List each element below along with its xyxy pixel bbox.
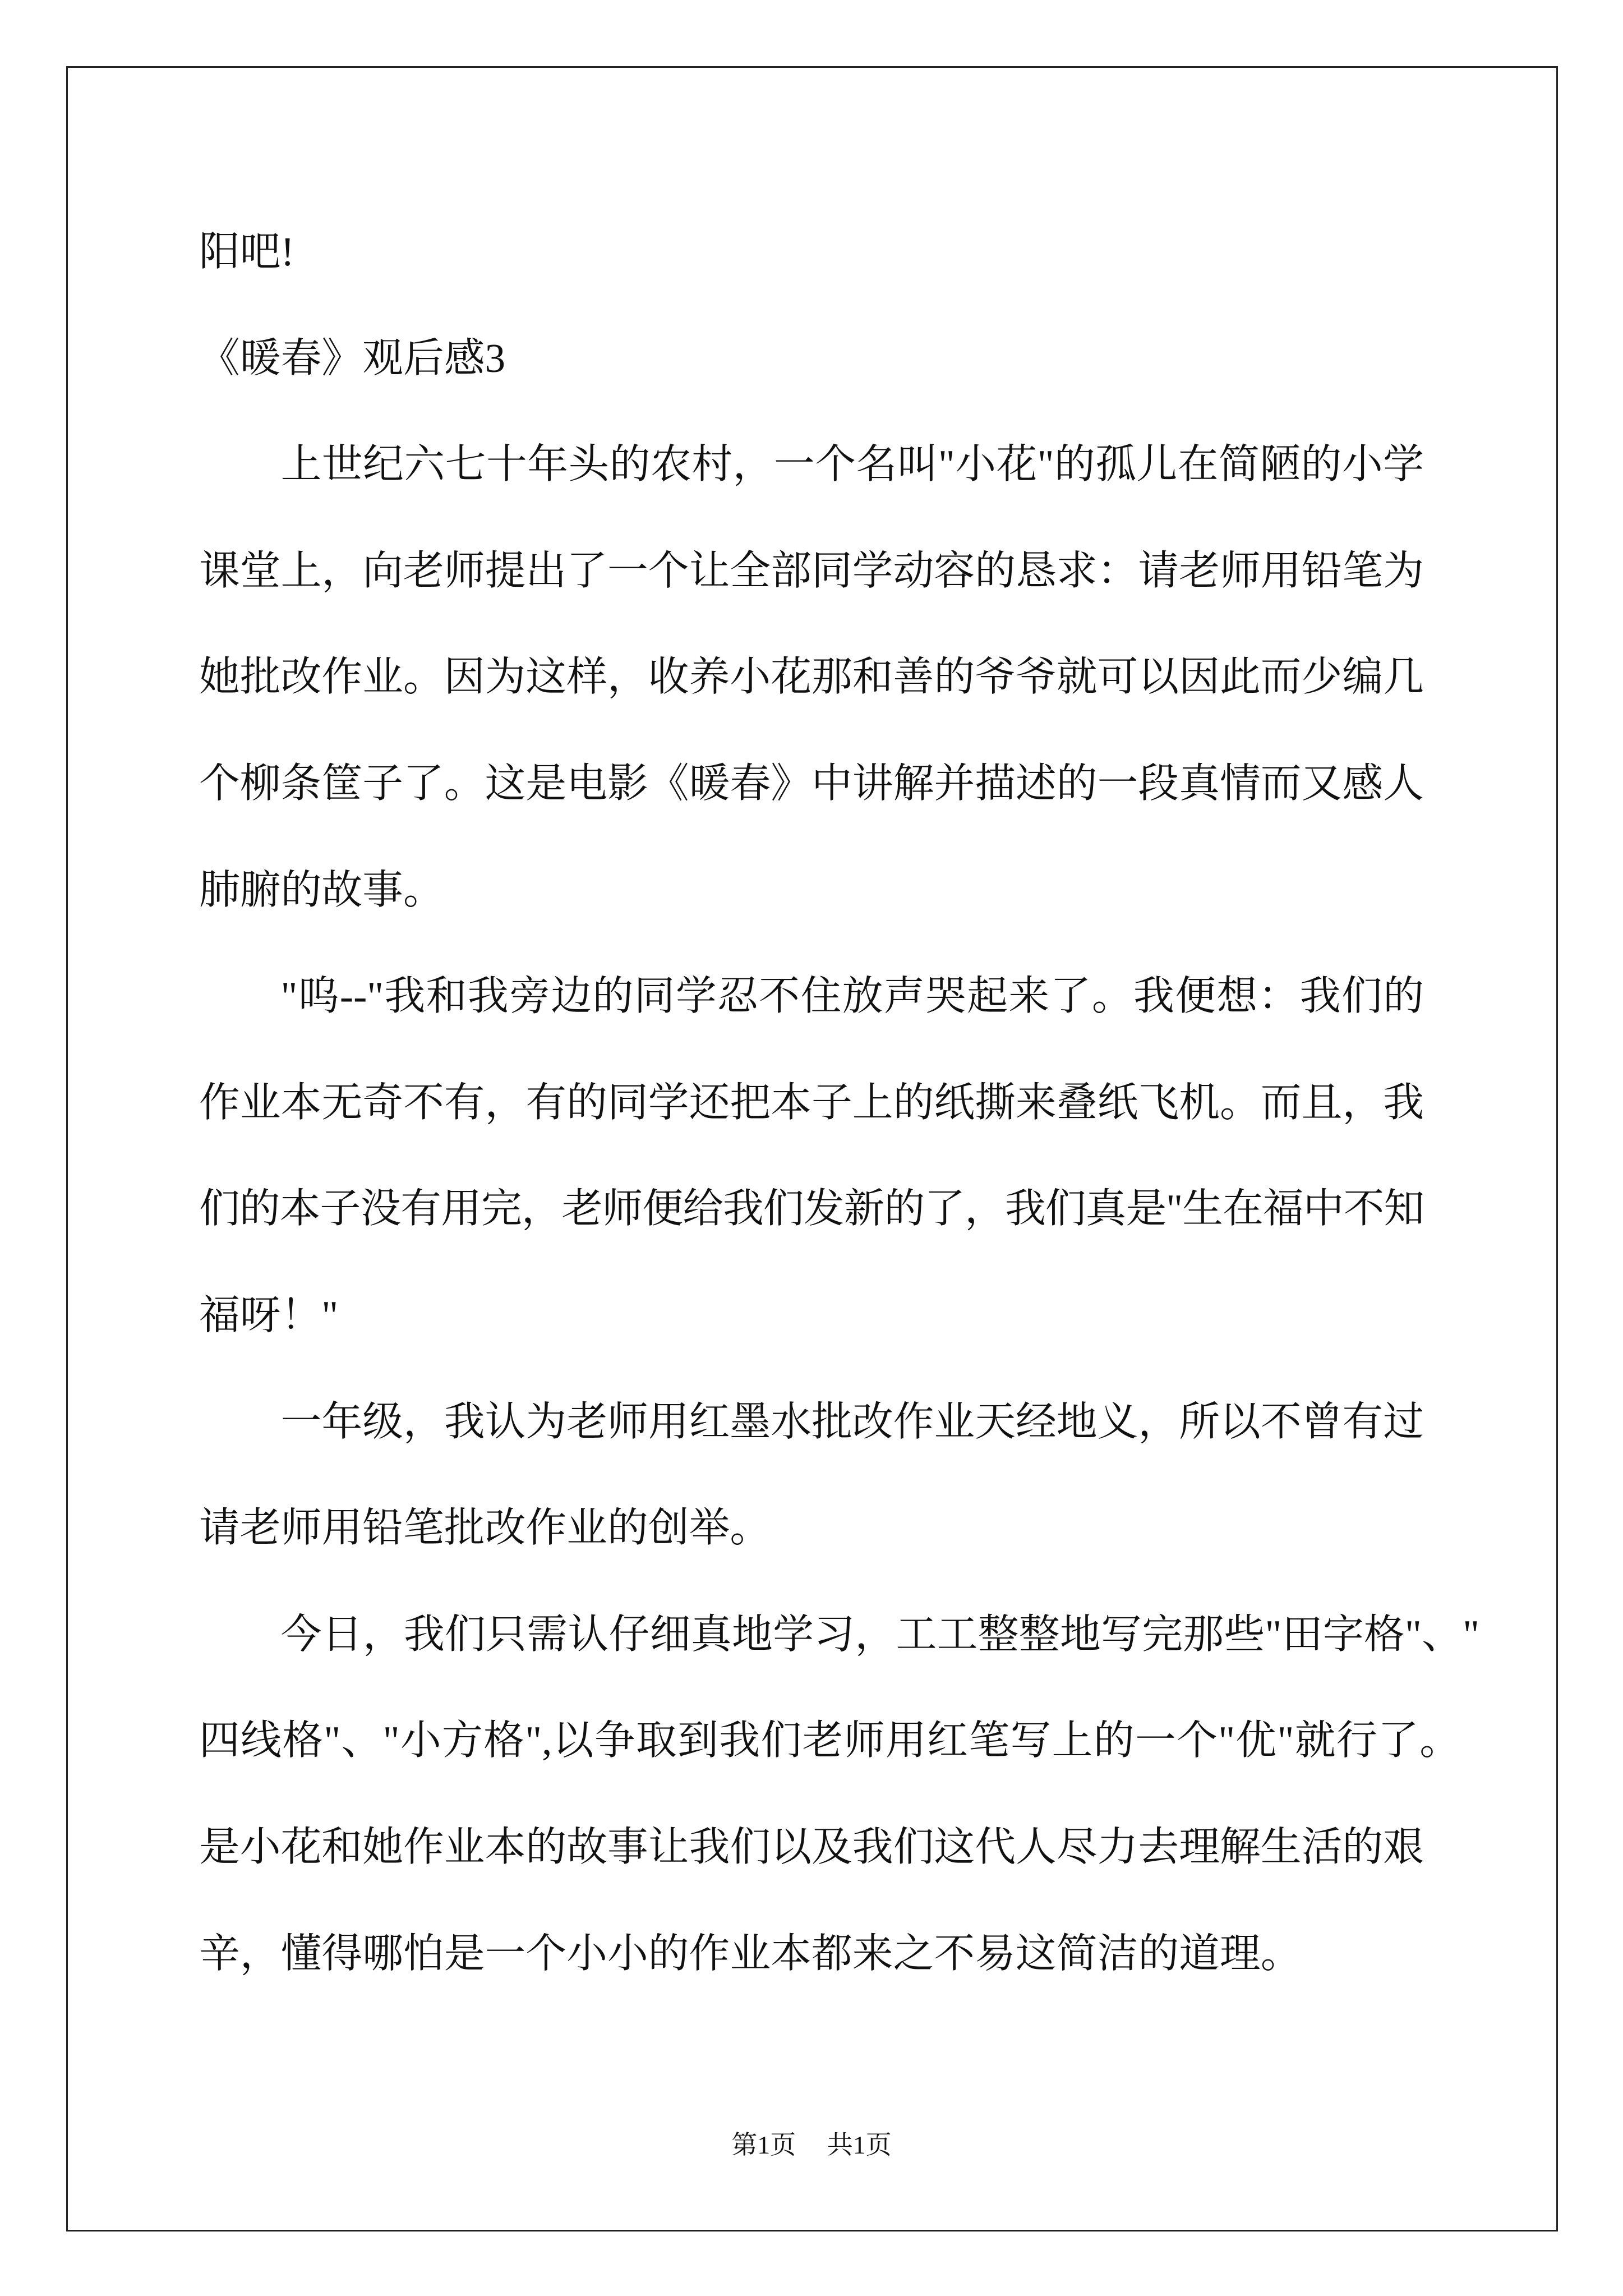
paragraph <box>199 943 1424 1368</box>
paragraph-line: 辛，懂得哪怕是一个小小的作业本都来之不易这简洁的道理。 <box>199 1930 1302 1976</box>
document-heading: 《暖春》观后感3 <box>199 335 505 381</box>
paragraph-line: 是小花和她作业本的故事让我们以及我们这代人尽力去理解生活的艰 <box>199 1824 1424 1870</box>
paragraph-line: 请老师用铅笔批改作业的创举。 <box>199 1505 771 1551</box>
paragraph-line: 上世纪六七十年头的农村，一个名叫"小花"的孤儿在简陋的小学 <box>280 441 1424 487</box>
paragraph <box>199 411 1424 943</box>
paragraph-line: 一年级，我认为老师用红墨水批改作业天经地义，所以不曾有过 <box>280 1398 1424 1444</box>
footer-page-total: 共1页 <box>827 2131 892 2159</box>
paragraph-line: 们的本子没有用完，老师便给我们发新的了，我们真是"生在福中不知 <box>199 1186 1424 1232</box>
document-body <box>199 199 1479 2007</box>
paragraph-line: 福呀！" <box>199 1292 339 1338</box>
paragraph-line: "呜--"我和我旁边的同学忍不住放声哭起来了。我便想：我们的 <box>280 973 1424 1019</box>
continuation-line: 阳吧! <box>199 229 294 274</box>
paragraph-line: 四线格"、"小方格",以争取到我们老师用红笔写上的一个"优"就行了。 <box>199 1718 1460 1764</box>
paragraph-line: 今日，我们只需认仔细真地学习，工工整整地写完那些"田字格"、" <box>280 1611 1479 1657</box>
paragraph-line: 课堂上，向老师提出了一个让全部同学动容的恳求：请老师用铅笔为 <box>199 547 1424 593</box>
paragraph-line: 肺腑的故事。 <box>199 867 444 913</box>
page-footer <box>0 2132 1623 2158</box>
paragraph-line: 她批改作业。因为这样，收养小花那和善的爷爷就可以因此而少编几 <box>199 654 1424 700</box>
paragraph <box>199 1581 1479 2007</box>
paragraph-line: 作业本无奇不有，有的同学还把本子上的纸撕来叠纸飞机。而且，我 <box>199 1079 1424 1125</box>
paragraph-line: 个柳条筐子了。这是电影《暖春》中讲解并描述的一段真情而又感人 <box>199 760 1424 806</box>
footer-page-number: 第1页 <box>731 2131 796 2159</box>
paragraph <box>199 1369 1424 1581</box>
